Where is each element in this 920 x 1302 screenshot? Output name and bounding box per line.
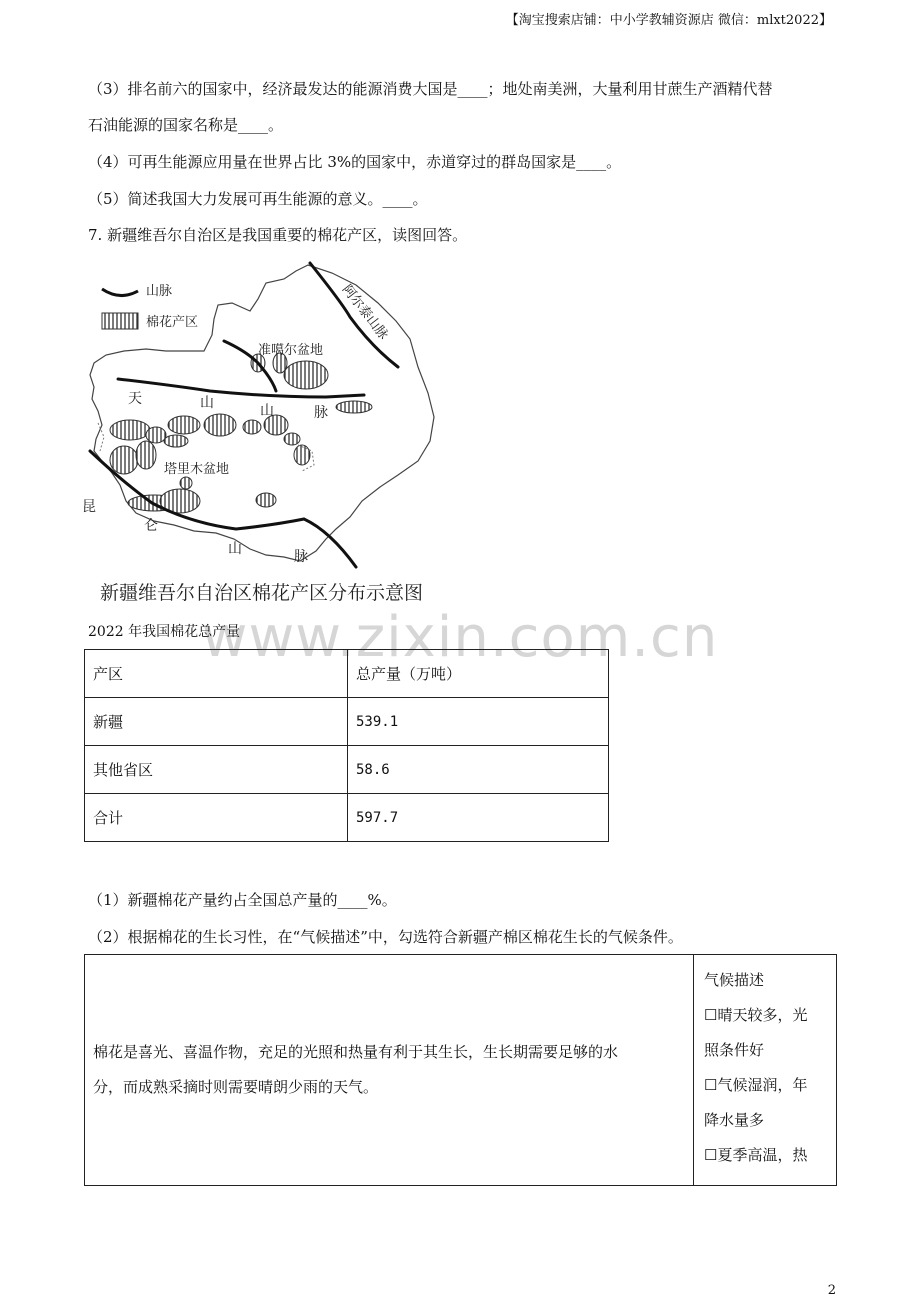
cotton-area <box>294 445 310 465</box>
cotton-area <box>164 435 188 447</box>
map-title: 新疆维吾尔自治区棉花产区分布示意图 <box>100 582 424 604</box>
sub-question-2: （2）根据棉花的生长习性，在“气候描述”中，勾选符合新疆产棉区棉花生长的气候条件。 <box>88 928 683 946</box>
cotton-area <box>256 493 276 507</box>
options-title: 气候描述 <box>704 971 765 989</box>
climate-desc-line-1: 棉花是喜光、喜温作物，充足的光照和热量有利于其生长，生长期需要足够的水 <box>93 1043 619 1061</box>
cotton-area <box>284 433 300 445</box>
question-3-line-2: 石油能源的国家名称是____。 <box>88 116 284 134</box>
cotton-area <box>243 420 261 434</box>
table-cell: 其他省区 <box>85 746 348 794</box>
table-cell: 597.7 <box>348 794 609 842</box>
question-4: （4）可再生能源应用量在世界占比 3%的国家中，赤道穿过的群岛国家是____。 <box>88 153 622 171</box>
cotton-area <box>146 427 166 443</box>
tianshan-char-4: 脉 <box>314 405 328 421</box>
junggar-label: 准噶尔盆地 <box>258 343 324 358</box>
tarim-label: 塔里木盆地 <box>164 462 230 477</box>
question-5: （5）简述我国大力发展可再生能源的意义。____。 <box>88 190 428 208</box>
question-7-stem: 7. 新疆维吾尔自治区是我国重要的棉花产区，读图回答。 <box>88 226 468 244</box>
cotton-production-table <box>84 649 609 842</box>
climate-options-cell <box>694 955 837 1186</box>
table-cell: 新疆 <box>85 698 348 746</box>
table-row <box>85 746 609 794</box>
climate-desc-line-2: 分，而成熟采摘时则需要晴朗少雨的天气。 <box>93 1078 379 1096</box>
kunlun-char-4: 脉 <box>294 549 308 565</box>
legend-cotton-symbol <box>102 313 138 329</box>
table-cell: 合计 <box>85 794 348 842</box>
tianshan-char-3: 山 <box>260 403 274 419</box>
table-header-cell: 产区 <box>85 650 348 698</box>
kunlun-char-3: 山 <box>228 541 242 557</box>
table-header-row <box>85 650 609 698</box>
sub-question-1: （1）新疆棉花产量约占全国总产量的____%。 <box>88 891 397 909</box>
altai-label: 阿尔泰山脉 <box>338 282 391 343</box>
question-3-line-1: （3）排名前六的国家中，经济最发达的能源消费大国是____；地处南美洲，大量利用甘蔗生产酒精代替 <box>88 80 773 98</box>
table-header-cell: 总产量（万吨） <box>348 650 609 698</box>
legend-mountain-symbol <box>102 289 138 296</box>
cotton-area <box>110 420 150 440</box>
legend-cotton-label: 棉花产区 <box>146 315 199 330</box>
cotton-area <box>204 414 236 436</box>
watermark: www.zixin.com.cn <box>201 605 719 670</box>
tianshan-char-2: 山 <box>200 395 214 411</box>
tianshan-char-1: 天 <box>128 391 142 407</box>
page-number: 2 <box>827 1283 836 1298</box>
table-row <box>85 698 609 746</box>
climate-description-cell <box>85 955 694 1186</box>
cotton-area <box>110 446 138 474</box>
option-humid-cont: 降水量多 <box>704 1111 765 1129</box>
cotton-area <box>284 361 328 389</box>
cotton-area <box>336 401 372 413</box>
table-cell: 539.1 <box>348 698 609 746</box>
table-caption: 2022 年我国棉花总产量 <box>88 624 241 640</box>
option-humid-checkbox[interactable]: ☐气候湿润，年 <box>704 1076 808 1094</box>
xinjiang-cotton-map <box>80 255 460 575</box>
table-cell: 58.6 <box>348 746 609 794</box>
table-row <box>85 794 609 842</box>
cotton-area <box>136 441 156 469</box>
legend-mountain-label: 山脉 <box>146 284 173 299</box>
page-header: 【淘宝搜索店铺：中小学教辅资源店 微信：mlxt2022】 <box>505 13 832 28</box>
climate-table <box>84 954 837 1186</box>
option-sunny-checkbox[interactable]: ☐晴天较多，光 <box>704 1006 808 1024</box>
option-sunny-cont: 照条件好 <box>704 1041 765 1059</box>
option-hot-checkbox[interactable]: ☐夏季高温，热 <box>704 1146 808 1164</box>
kunlun-char-1: 昆 <box>82 499 96 515</box>
cotton-area <box>168 416 200 434</box>
cotton-area <box>180 477 192 489</box>
kunlun-char-2: 仑 <box>144 518 158 534</box>
